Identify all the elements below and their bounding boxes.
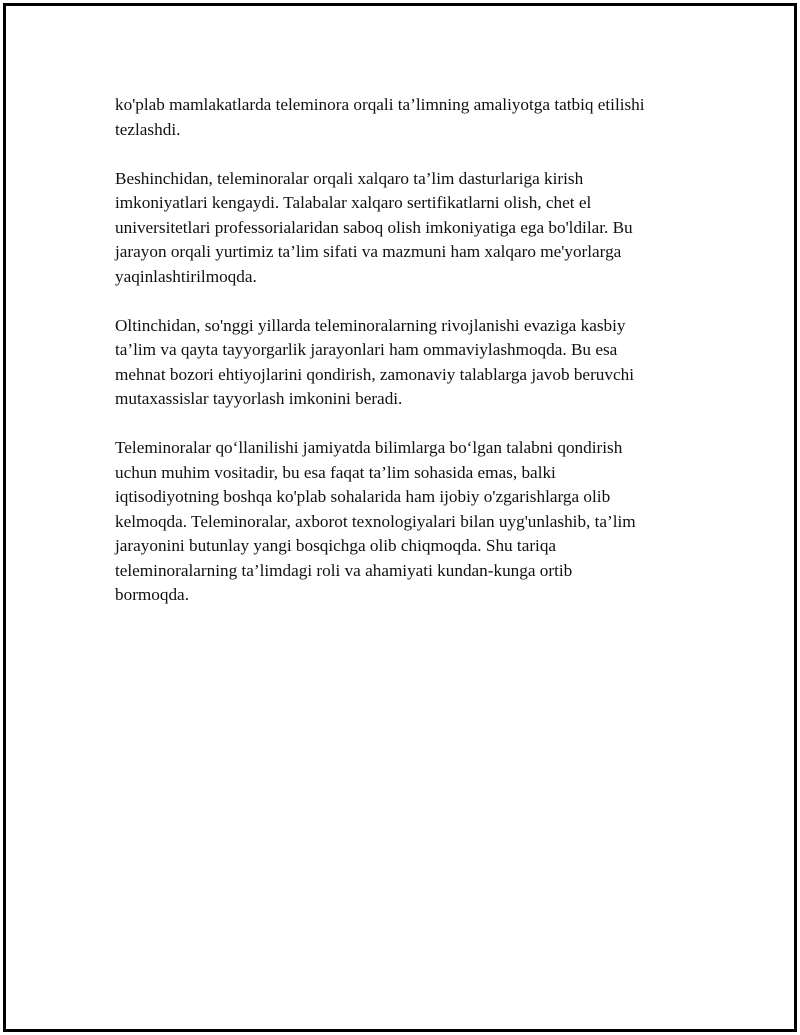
text-line: bormoqda. <box>115 585 189 604</box>
text-line: jarayonini butunlay yangi bosqichga olib chiqmoqda. Shu tariqa <box>115 536 557 555</box>
text-line: teleminoralarning ta’limdagi roli va ahamiyati kundan-kunga ortib <box>115 560 573 580</box>
text-line: uchun muhim vositadir, bu esa faqat ta’lim sohasida emas, balki <box>115 462 556 482</box>
text-line: tezlashdi. <box>115 119 181 139</box>
paragraph-3 <box>115 314 695 412</box>
text-line: Beshinchidan, teleminoralar orqali xalqaro ta’lim dasturlariga kirish <box>115 168 584 188</box>
text-line: kelmoqda. Teleminoralar, axborot texnologiyalari bilan uyg'unlashib, ta’lim <box>115 511 636 531</box>
text-line: imkoniyatlari kengaydi. Talabalar xalqaro sertifikatlarni olish, chet el <box>115 193 592 212</box>
paragraph-2 <box>115 167 695 290</box>
text-line: mutaxassislar tayyorlash imkonini beradi. <box>115 389 403 408</box>
text-line: Teleminoralar qo‘llanilishi jamiyatda bilimlarga bo‘lgan talabni qondirish <box>115 438 623 457</box>
paragraph-4 <box>115 436 695 608</box>
text-line: yaqinlashtirilmoqda. <box>115 266 257 286</box>
text-line: universitetlari professorialaridan saboq olish imkoniyatiga ega bo'ldilar. Bu <box>115 217 633 237</box>
document-body <box>115 93 695 632</box>
text-line: ko'plab mamlakatlarda teleminora orqali ta’limning amaliyotga tatbiq etilishi <box>115 95 645 114</box>
text-line: mehnat bozori ehtiyojlarini qondirish, zamonaviy talablarga javob beruvchi <box>115 364 634 384</box>
text-line: iqtisodiyotning boshqa ko'plab sohalarida ham ijobiy o'zgarishlarga olib <box>115 487 611 506</box>
text-line: jarayon orqali yurtimiz ta’lim sifati va mazmuni ham xalqaro me'yorlarga <box>115 242 622 261</box>
text-line: ta’lim va qayta tayyorgarlik jarayonlari ham ommaviylashmoqda. Bu esa <box>115 340 618 359</box>
paragraph-1 <box>115 93 695 142</box>
text-line: Oltinchidan, so'nggi yillarda teleminoralarning rivojlanishi evaziga kasbiy <box>115 315 626 335</box>
